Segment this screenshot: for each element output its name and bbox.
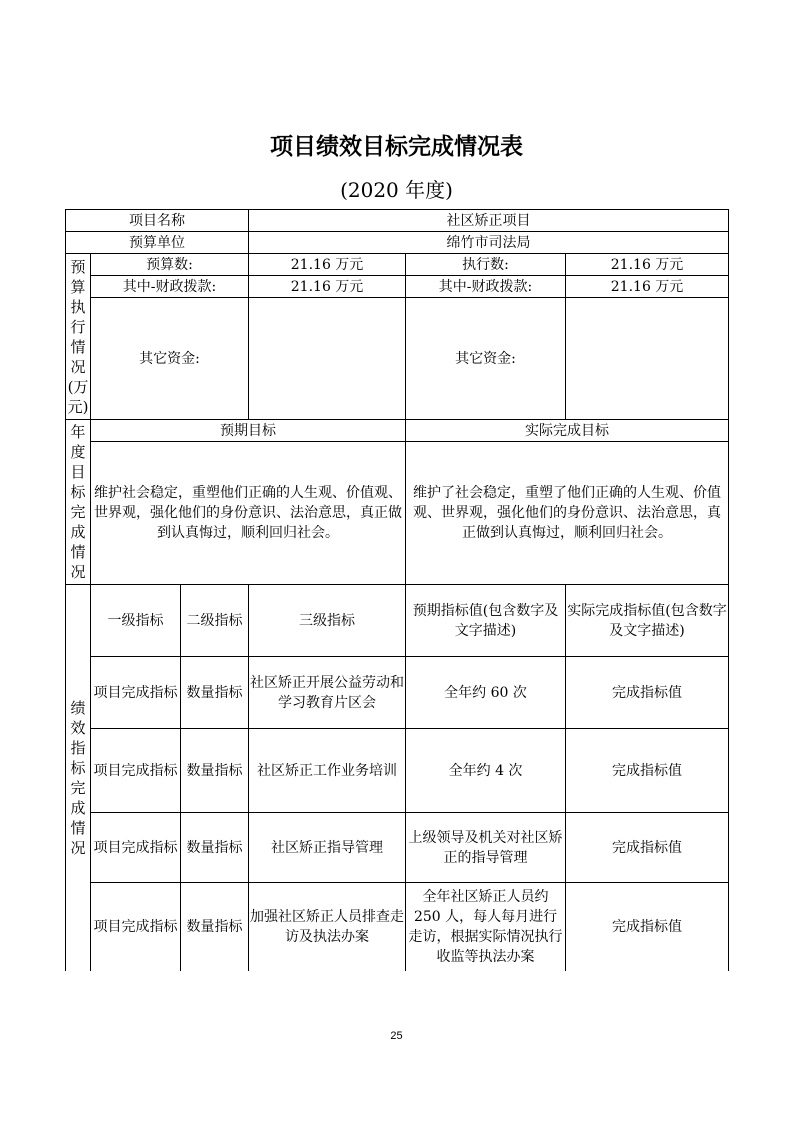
row-level3: 加强社区矫正人员排查走访及执法办案: [249, 883, 406, 971]
row-level1: 项目完成指标: [91, 883, 181, 971]
actual-goal-header: 实际完成目标: [406, 420, 729, 442]
other-funds-value: [249, 298, 406, 420]
row-actual: 完成指标值: [566, 813, 729, 883]
budget-amount-value: 21.16 万元: [249, 254, 406, 276]
row-actual: 完成指标值: [566, 729, 729, 813]
header-level2: 二级指标: [181, 585, 249, 657]
expected-goal-header: 预期目标: [91, 420, 406, 442]
fiscal-executed-value: 21.16 万元: [566, 276, 729, 298]
table-row: [66, 657, 729, 729]
project-name-label: 项目名称: [66, 210, 249, 232]
performance-section-label: 绩效指标完成情况: [66, 585, 91, 971]
project-name-value: 社区矫正项目: [249, 210, 729, 232]
row-level3: 社区矫正开展公益劳动和学习教育片区会: [249, 657, 406, 729]
row-actual: 完成指标值: [566, 883, 729, 971]
performance-table: [65, 209, 729, 971]
table-row: [66, 883, 729, 971]
fiscal-budget-value: 21.16 万元: [249, 276, 406, 298]
row-level2: 数量指标: [181, 657, 249, 729]
page-subtitle: (2020 年度): [340, 178, 453, 202]
executed-amount-value: 21.16 万元: [566, 254, 729, 276]
row-level2: 数量指标: [181, 813, 249, 883]
other-funds-label: 其它资金:: [91, 298, 249, 420]
header-level1: 一级指标: [91, 585, 181, 657]
row-level1: 项目完成指标: [91, 657, 181, 729]
table-row: [66, 813, 729, 883]
row-expected: 上级领导及机关对社区矫正的指导管理: [406, 813, 566, 883]
header-expected-value: 预期指标值(包含数字及文字描述): [406, 585, 566, 657]
table-row: [66, 729, 729, 813]
row-expected: 全年约 4 次: [406, 729, 566, 813]
budget-unit-value: 绵竹市司法局: [249, 232, 729, 254]
expected-goal-text: 维护社会稳定，重塑他们正确的人生观、价值观、世界观，强化他们的身份意识、法治意思，真正做到认真悔过，顺利回归社会。: [91, 442, 406, 585]
page-number: 25: [390, 1030, 403, 1042]
row-expected: 全年约 60 次: [406, 657, 566, 729]
budget-section-label: 预算执行情况(万元): [66, 254, 91, 420]
row-level3: 社区矫正工作业务培训: [249, 729, 406, 813]
fiscal-budget-label: 其中-财政拨款:: [91, 276, 249, 298]
header-actual-value: 实际完成指标值(包含数字及文字描述): [566, 585, 729, 657]
page-title: 项目绩效目标完成情况表: [270, 134, 523, 160]
row-level3: 社区矫正指导管理: [249, 813, 406, 883]
actual-goal-text: 维护了社会稳定，重塑了他们正确的人生观、价值观、世界观，强化他们的身份意识、法治意思，真正做到认真悔过，顺利回归社会。: [406, 442, 729, 585]
row-level1: 项目完成指标: [91, 729, 181, 813]
row-level2: 数量指标: [181, 729, 249, 813]
fiscal-executed-label: 其中-财政拨款:: [406, 276, 566, 298]
other-funds-executed-label: 其它资金:: [406, 298, 566, 420]
executed-amount-label: 执行数:: [406, 254, 566, 276]
row-level1: 项目完成指标: [91, 813, 181, 883]
budget-amount-label: 预算数:: [91, 254, 249, 276]
other-funds-executed-value: [566, 298, 729, 420]
header-level3: 三级指标: [249, 585, 406, 657]
annual-goal-section-label: 年度目标完成情况: [66, 420, 91, 585]
budget-unit-label: 预算单位: [66, 232, 249, 254]
row-actual: 完成指标值: [566, 657, 729, 729]
row-expected: 全年社区矫正人员约 250 人，每人每月进行走访，根据实际情况执行收监等执法办案: [406, 883, 566, 971]
row-level2: 数量指标: [181, 883, 249, 971]
